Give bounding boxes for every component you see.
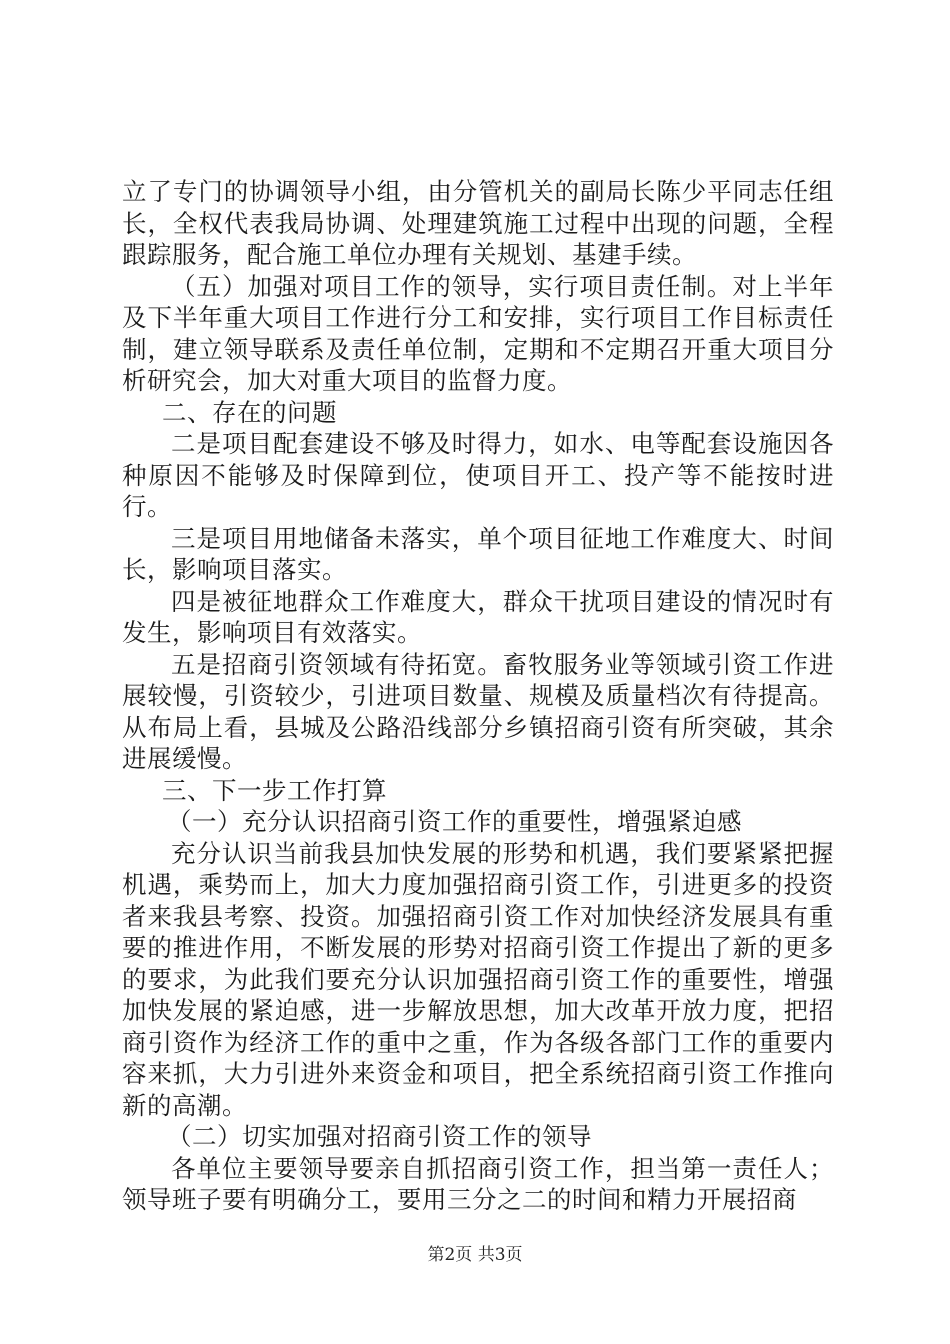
paragraph: 二是项目配套建设不够及时得力，如水、电等配套设施因各种原因不能够及时保障到位，使项目开工、投产等不能按时进行。: [122, 429, 834, 521]
paragraph: 充分认识当前我县加快发展的形势和机遇，我们要紧紧把握机遇，乘势而上，加大力度加强招商引资工作，引进更多的投资者来我县考察、投资。加强招商引资工作对加快经济发展具有重要的推进作用，不断发展的形势对招商引资工作提出了新的更多的要求，为此我们要充分认识加强招商引资工作的重要性，增强加快发展的紧迫感，进一步解放思想，加大改革开放力度，把招商引资作为经济工作的重中之重，作为各级各部门工作的重要内容来抓，大力引进外来资金和项目，把全系统招商引资工作推向新的高潮。: [122, 838, 834, 1120]
section-heading: 二、存在的问题: [162, 397, 337, 427]
paragraph: 立了专门的协调领导小组，由分管机关的副局长陈少平同志任组长，全权代表我局协调、处理建筑施工过程中出现的问题，全程跟踪服务，配合施工单位办理有关规划、基建手续。: [122, 177, 834, 269]
page-number-footer: 第2页 共3页: [427, 1245, 523, 1265]
paragraph: 四是被征地群众工作难度大，群众干扰项目建设的情况时有发生，影响项目有效落实。: [122, 586, 834, 647]
paragraph: 三是项目用地储备未落实，单个项目征地工作难度大、时间长，影响项目落实。: [122, 523, 834, 584]
section-heading: 三、下一步工作打算: [162, 775, 387, 805]
paragraph: （五）加强对项目工作的领导，实行项目责任制。对上半年及下半年重大项目工作进行分工和安排，实行项目工作目标责任制，建立领导联系及责任单位制，定期和不定期召开重大项目分析研究会，加大对重大项目的监督力度。: [122, 271, 834, 395]
paragraph: 各单位主要领导要亲自抓招商引资工作，担当第一责任人；领导班子要有明确分工，要用三分之二的时间和精力开展招商: [122, 1153, 834, 1214]
document-body: [122, 176, 834, 1216]
subsection-heading: （二）切实加强对招商引资工作的领导: [167, 1122, 592, 1151]
paragraph: 五是招商引资领域有待拓宽。畜牧服务业等领域引资工作进展较慢，引资较少，引进项目数量、规模及质量档次有待提高。从布局上看，县城及公路沿线部分乡镇招商引资有所突破，其余进展缓慢。: [122, 649, 834, 773]
subsection-heading: （一）充分认识招商引资工作的重要性，增强紧迫感: [167, 807, 742, 836]
